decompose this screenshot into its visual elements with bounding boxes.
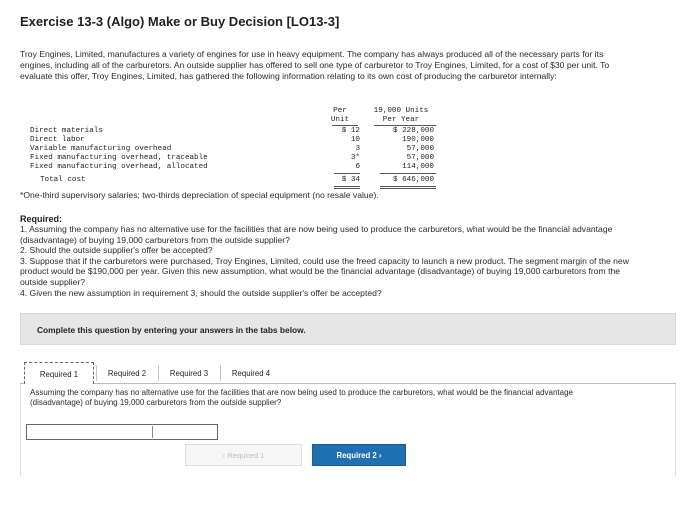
required-heading: Required:: [20, 214, 63, 224]
required-item: 1. Assuming the company has no alternative use for the facilities that are now being used to produce the carburetors, what would be the financial advantage (disadvantage) of buying 19,000 carburetors from the outside supplier?: [20, 224, 613, 245]
row-per-unit: $ 12: [341, 127, 360, 135]
row-label: Fixed manufacturing overhead, allocated: [30, 163, 208, 171]
exercise-title: Exercise 13-3 (Algo) Make or Buy Decision [LO13-3]: [20, 14, 340, 29]
total-label: Total cost: [40, 176, 86, 184]
row-label: Fixed manufacturing overhead, traceable: [30, 154, 208, 162]
row-per-year: 57,000: [406, 154, 434, 162]
col2-header-sub: Per Year: [382, 116, 420, 124]
total-per-year: $ 646,000: [392, 176, 434, 184]
tab-required-2[interactable]: Required 2: [107, 369, 147, 378]
required-item: 2. Should the outside supplier's offer be accepted?: [20, 245, 213, 256]
total-per-unit: $ 34: [341, 176, 360, 184]
required-item: 3. Suppose that if the carburetors were purchased, Troy Engines, Limited, could use the freed capacity to launch a new product. The segment margin of the new product would be $190,000 per year. Given this new assumption, what would be the financial advantage (disadvantage) of buying 19,000 carburetors from the outside supplier?: [20, 255, 629, 287]
tab-required-3[interactable]: Required 3: [169, 369, 209, 378]
row-per-year: 57,000: [406, 145, 434, 153]
row-label: Direct labor: [30, 136, 85, 144]
requirement-tabs: [20, 362, 676, 384]
next-button[interactable]: Required 2 ›: [312, 444, 406, 466]
answer-input[interactable]: [26, 424, 218, 440]
row-label: Variable manufacturing overhead: [30, 145, 172, 153]
row-label: Direct materials: [30, 127, 103, 135]
required-list: [20, 224, 632, 298]
row-per-year: 114,000: [402, 163, 434, 171]
row-per-unit: 3: [355, 145, 360, 153]
complete-instructions-bar: [20, 313, 676, 345]
col1-header: Per: [333, 107, 347, 115]
question-text: Assuming the company has no alternative use for the facilities that are now being used to produce the carburetors, what would be the financial advantage (disadvantage) of buying 19,000 carburetors from the outside supplier?: [30, 388, 573, 407]
table-footnote: *One-third supervisory salaries; two-thirds depreciation of special equipment (no resale value).: [20, 190, 379, 200]
previous-button[interactable]: ‹ Required 1: [185, 444, 302, 466]
answer-input-divider: [152, 426, 153, 438]
row-per-unit: 3*: [350, 154, 360, 162]
tab-required-4[interactable]: Required 4: [231, 369, 271, 378]
intro-paragraph: Troy Engines, Limited, manufactures a variety of engines for use in heavy equipment. The company has always produced all of the necessary parts for its engines, including all of the carburetors. An outside supplier has offered to sell one type of carburetor to Troy Engines, Limited, for a cost of $30 per unit. To evaluate this offer, Troy Engines, Limited, has gathered the following information relating to its own cost of producing the carburetor internally:: [20, 49, 610, 81]
tab-required-1[interactable]: Required 1: [24, 362, 94, 384]
row-per-year: 190,000: [402, 136, 434, 144]
row-per-unit: 6: [355, 163, 360, 171]
complete-instructions-text: Complete this question by entering your answers in the tabs below.: [37, 325, 306, 335]
col1-header-sub: Unit: [330, 116, 350, 124]
required-item: 4. Given the new assumption in requirement 3, should the outside supplier's offer be accepted?: [20, 287, 382, 298]
row-per-unit: 10: [350, 136, 360, 144]
col2-header: 19,000 Units: [373, 107, 429, 115]
row-per-year: $ 228,000: [392, 127, 434, 135]
